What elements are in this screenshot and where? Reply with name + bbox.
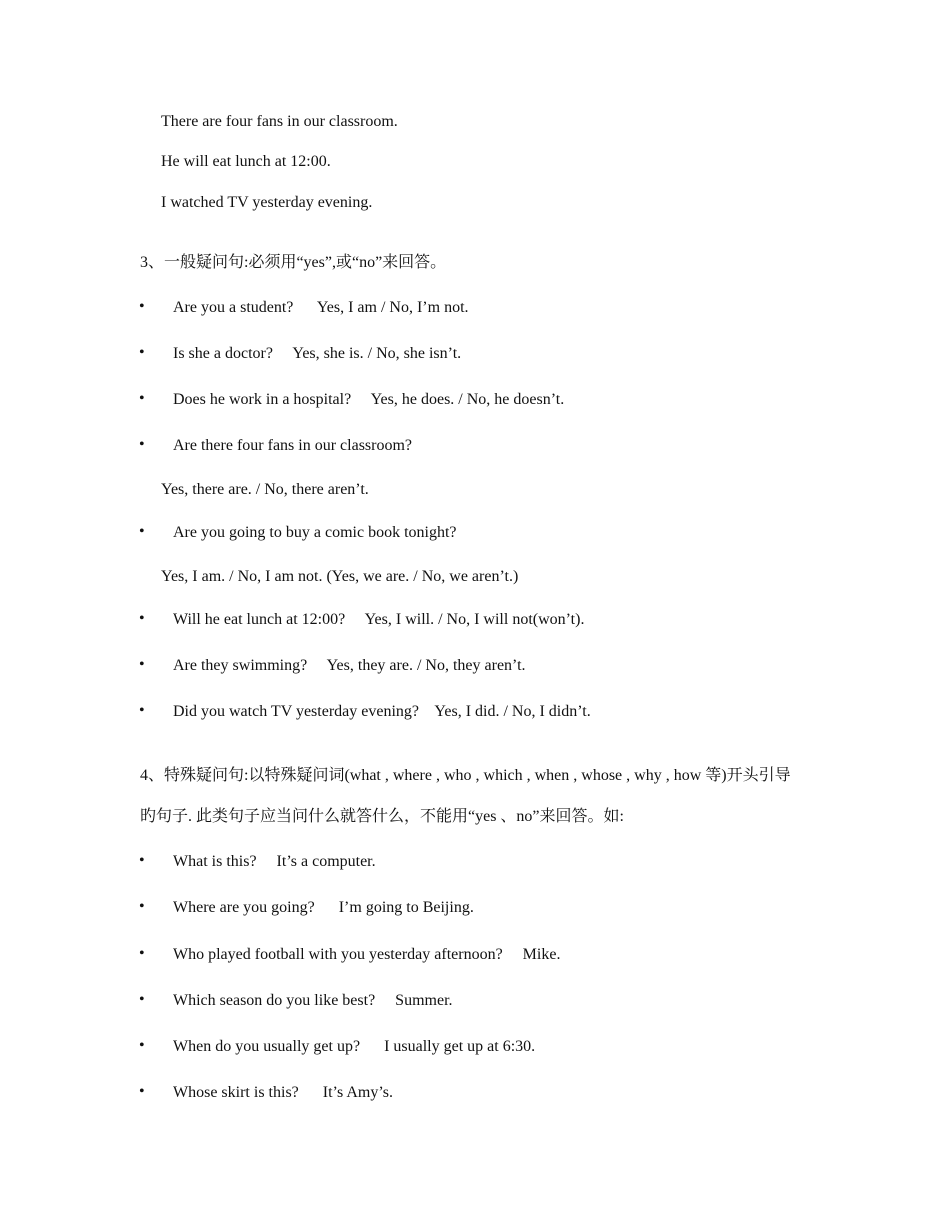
section-4-heading-continued: 旳句子. 此类句子应当问什么就答什么，不能用“yes 、no”来回答。如: xyxy=(140,808,624,825)
list-item: Are they swimming? Yes, they are. / No, they aren’t. xyxy=(173,657,526,674)
list-item: Where are you going? I’m going to Beijing. xyxy=(173,899,474,916)
list-item: Whose skirt is this? It’s Amy’s. xyxy=(173,1084,393,1101)
list-item: Are you going to buy a comic book tonight? xyxy=(173,524,457,541)
list-item: Are there four fans in our classroom? xyxy=(173,437,413,454)
section-3-heading: 3、一般疑问句:必须用“yes”,或“no”来回答。 xyxy=(140,254,447,271)
bullet-icon: • xyxy=(139,852,145,869)
list-item: What is this? It’s a computer. xyxy=(173,853,376,870)
intro-line: I watched TV yesterday evening. xyxy=(161,194,373,211)
bullet-icon: • xyxy=(139,1083,145,1100)
list-item: Is she a doctor? Yes, she is. / No, she isn’t. xyxy=(173,345,462,362)
section-4-heading: 4、特殊疑问句:以特殊疑问词(what , where , who , which , when , whose , why , how 等)开头引导 xyxy=(140,767,791,784)
answer-line: Yes, there are. / No, there aren’t. xyxy=(161,481,369,498)
list-item: Who played football with you yesterday afternoon? Mike. xyxy=(173,946,561,963)
bullet-icon: • xyxy=(139,610,145,627)
bullet-icon: • xyxy=(139,945,145,962)
bullet-icon: • xyxy=(139,344,145,361)
intro-line: He will eat lunch at 12:00. xyxy=(161,153,331,170)
list-item: Are you a student? Yes, I am / No, I’m not. xyxy=(173,299,469,316)
bullet-icon: • xyxy=(139,991,145,1008)
bullet-icon: • xyxy=(139,436,145,453)
answer-line: Yes, I am. / No, I am not. (Yes, we are. / No, we aren’t.) xyxy=(161,568,519,585)
bullet-icon: • xyxy=(139,298,145,315)
intro-line: There are four fans in our classroom. xyxy=(161,113,398,130)
bullet-icon: • xyxy=(139,1037,145,1054)
bullet-icon: • xyxy=(139,523,145,540)
list-item: Does he work in a hospital? Yes, he does. / No, he doesn’t. xyxy=(173,391,565,408)
bullet-icon: • xyxy=(139,390,145,407)
list-item: Did you watch TV yesterday evening? Yes, I did. / No, I didn’t. xyxy=(173,703,591,720)
bullet-icon: • xyxy=(139,656,145,673)
bullet-icon: • xyxy=(139,898,145,915)
list-item: Will he eat lunch at 12:00? Yes, I will. / No, I will not(won’t). xyxy=(173,611,585,628)
list-item: When do you usually get up? I usually get up at 6:30. xyxy=(173,1038,536,1055)
bullet-icon: • xyxy=(139,702,145,719)
list-item: Which season do you like best? Summer. xyxy=(173,992,453,1009)
